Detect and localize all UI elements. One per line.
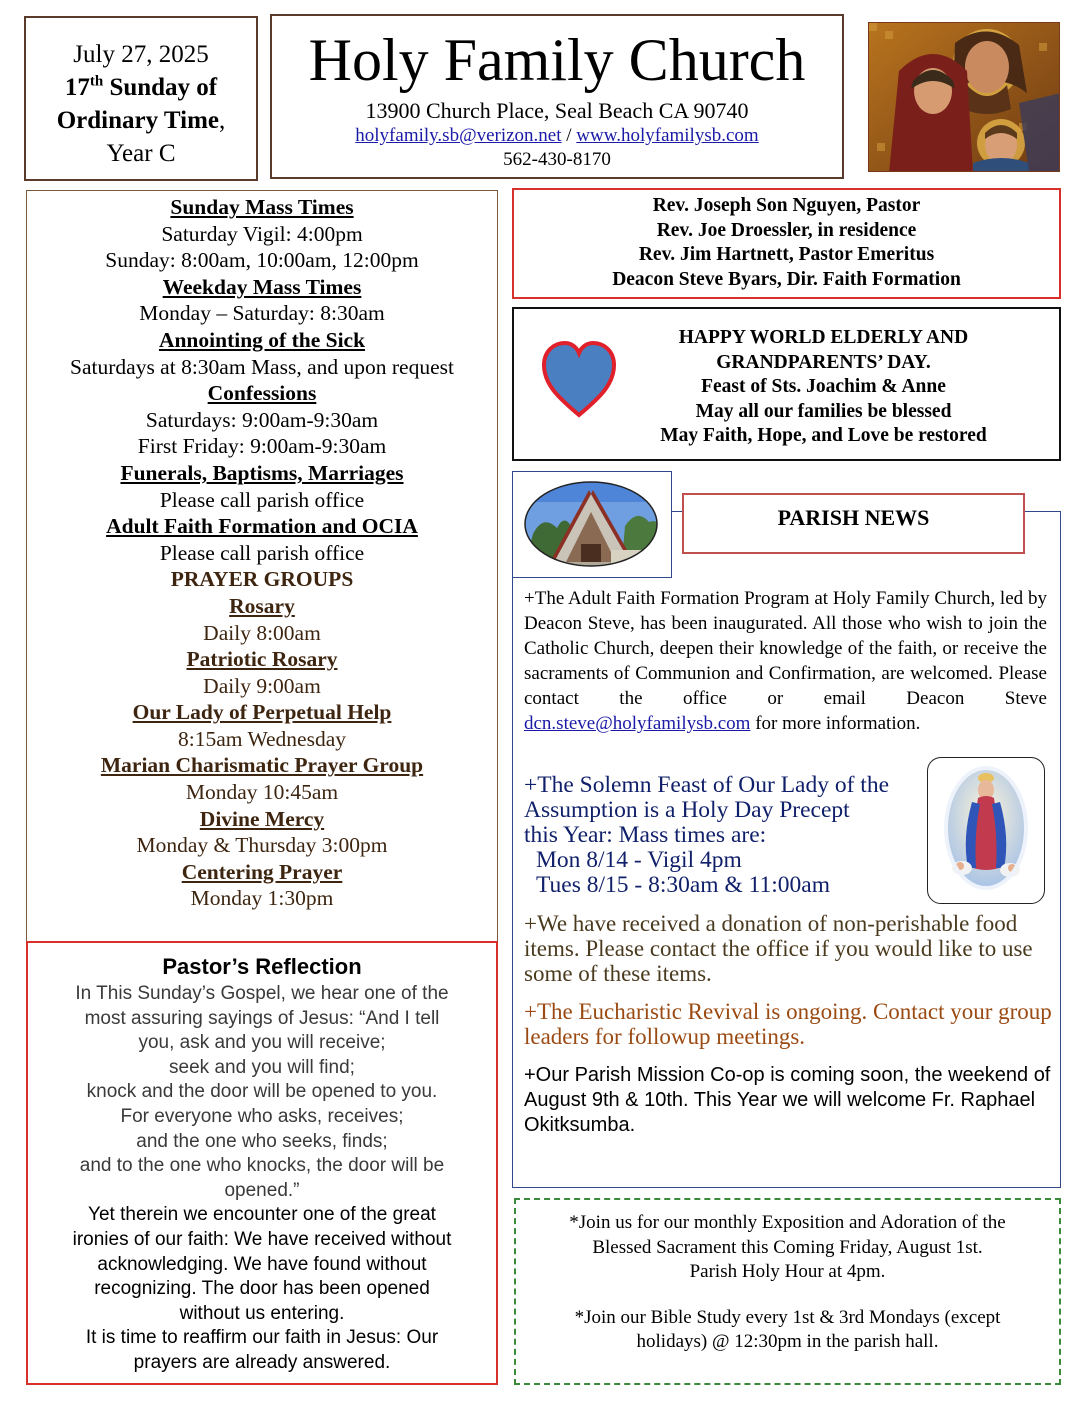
clergy-member: Rev. Jim Hartnett, Pastor Emeritus [638,244,935,265]
mass-times-line: PRAYER GROUPS [170,567,354,592]
church-photo [512,471,672,578]
mass-times-line: Funerals, Baptisms, Marriages [120,460,404,485]
news-item-mission-coop: +Our Parish Mission Co-op is coming soon, the weekend of August 9th & 10th. This Year we will welcome Fr. Raphael Okitksumba. [524,1064,1051,1136]
reflection-line: recognizing. The door has been opened [94,1278,430,1300]
mass-times-line: Please call parish office [159,487,365,512]
mass-times-line: Divine Mercy [199,806,325,831]
reflection-title: Pastor’s Reflection [162,954,362,979]
reflection-line: most assuring sayings of Jesus: “And I tell [84,1007,440,1029]
reflection-line: acknowledging. We have found without [97,1253,427,1275]
mass-times-line: Marian Charismatic Prayer Group [100,753,424,778]
reflection-line: Yet therein we encounter one of the great [88,1204,436,1226]
mass-times-line: Saturday Vigil: 4:00pm [161,221,363,246]
ordinal-suffix: th [89,73,104,90]
mass-times-line: Adult Faith Formation and OCIA [106,514,418,539]
mass-times-line: Sunday Mass Times [170,195,354,219]
clergy-list [514,194,1059,292]
grandparents-line: May Faith, Hope, and Love be restored [660,425,987,446]
mass-times-line: Monday 1:30pm [190,886,334,911]
assumption-line: this Year: Mass times are: [524,822,767,848]
mass-times-line: Monday & Thursday 3:00pm [136,833,388,858]
church-phone: 562-430-8170 [503,149,611,170]
reflection-line: knock and the door will be opened to you. [86,1081,438,1103]
holy-family-icon-image [868,22,1060,172]
reflection-line: and to the one who knocks, the door will be [79,1155,445,1177]
mass-times-line: Our Lady of Perpetual Help [132,700,392,725]
bible-study-line: holidays) @ 12:30pm in the parish hall. [636,1331,939,1352]
parish-news-title: PARISH NEWS [682,493,1025,554]
assumption-time: Mon 8/14 - Vigil 4pm [536,847,742,873]
assumption-text [524,773,924,848]
adoration-line: Parish Holy Hour at 4pm. [689,1261,886,1282]
bulletin-date: July 27, 2025 [73,41,209,68]
mass-times-line: Centering Prayer [181,859,343,884]
mass-times-line: Monday 10:45am [185,780,339,805]
mass-times-line: Sunday: 8:00am, 10:00am, 12:00pm [105,248,419,273]
date-box [24,16,258,181]
assumption-line: Assumption is a Holy Day Precept [524,797,850,823]
liturgical-year: Year C [106,140,176,167]
reflection-text [36,982,488,1376]
contact-line [272,124,842,148]
adoration-text [526,1211,1049,1285]
grandparents-line: May all our families be blessed [695,400,952,422]
grandparents-day-text [594,326,1053,449]
reflection-line: ironies of our faith: We have received without [72,1228,452,1250]
mass-times-line: First Friday: 9:00am-9:30am [137,434,387,459]
mass-times-line: Rosary [229,593,295,618]
reflection-line: It is time to reaffirm our faith in Jesus: Our [85,1327,439,1349]
mass-times-line: 8:15am Wednesday [177,726,347,751]
clergy-member: Rev. Joseph Son Nguyen, Pastor [652,195,921,216]
reflection-line: and the one who seeks, finds; [136,1130,388,1152]
grandparents-line: Feast of Sts. Joachim & Anne [701,376,946,397]
grandparents-line: HAPPY WORLD ELDERLY AND [678,327,969,348]
reflection-line: you, ask and you will receive; [138,1032,386,1054]
mass-times-line: Annointing of the Sick [158,327,366,352]
bible-study-line: *Join our Bible Study every 1st & 3rd Mondays (except [574,1306,1001,1328]
mass-times-line: Saturdays at 8:30am Mass, and upon request [70,354,454,379]
clergy-member: Deacon Steve Byars, Dir. Faith Formation [612,268,961,290]
website-link[interactable]: www.holyfamilysb.com [576,125,759,146]
news-item-assumption [524,773,924,898]
email-link[interactable]: holyfamily.sb@verizon.net [355,125,562,146]
mass-times-line: Daily 9:00am [203,673,321,698]
church-address: 13900 Church Place, Seal Beach CA 90740 [365,98,749,123]
reflection-line: In This Sunday’s Gospel, we hear one of the [75,983,449,1004]
adoration-line: *Join us for our monthly Exposition and Adoration of the [569,1212,1006,1233]
ordinary-time-line [26,104,256,137]
pastor-reflection-box [26,941,498,1385]
reflection-line: without us entering. [179,1302,345,1324]
bible-study-text [526,1306,1049,1355]
adoration-line: Blessed Sacrament this Coming Friday, August 1st. [592,1236,983,1258]
contact-separator: / [561,125,577,146]
news-item-1-text-end: for more information. [750,713,921,734]
clergy-member: Rev. Joe Droessler, in residence [656,219,917,241]
grandparents-day-box [512,307,1061,461]
mass-times-line: Weekday Mass Times [162,274,362,299]
mass-times-line: Confessions [207,381,317,406]
reflection-line: opened.” [224,1179,300,1201]
mass-times-box [26,190,498,942]
liturgical-week [26,71,256,104]
ordinary-time-comma: , [219,107,226,134]
reflection-line: For everyone who asks, receives; [120,1105,404,1127]
ordinary-time-label: Ordinary Time [56,107,220,134]
clergy-box [512,188,1061,299]
sunday-of-label: Sunday of [109,74,218,101]
mass-times-line: Saturdays: 9:00am-9:30am [145,407,379,432]
news-item-faith-formation [524,586,1047,736]
mass-times-line: Daily 8:00am [203,620,321,645]
mass-times-line: Patriotic Rosary [186,647,338,672]
mass-times-line: Monday – Saturday: 8:30am [139,301,385,326]
assumption-time: Tues 8/15 - 8:30am & 11:00am [536,872,830,898]
mass-times-line: Please call parish office [159,540,365,565]
church-name: Holy Family Church [308,27,806,93]
mass-times-list [27,194,497,912]
adoration-box [514,1198,1061,1385]
news-item-eucharistic-revival: +The Eucharistic Revival is ongoing. Contact your group leaders for followup meetings. [524,999,1052,1049]
assumption-mass-times [524,848,924,898]
grandparents-line: GRANDPARENTS’ DAY. [716,351,931,373]
assumption-image [927,757,1045,904]
assumption-line: +The Solemn Feast of Our Lady of the [524,772,890,798]
reflection-line: seek and you will find; [169,1056,355,1078]
news-item-food-donation: +We have received a donation of non-perishable food items. Please contact the office if you would like to use some of these items. [524,911,1033,986]
church-header [270,14,844,179]
reflection-line: prayers are already answered. [133,1351,391,1373]
news-item-1-text: +The Adult Faith Formation Program at Holy Family Church, led by Deacon Steve, has been inaugurated. All those who wish to join the Catholic Church, deepen their knowledge of the faith, or receive the sacraments of Communion and Confirmation, are welcomed. Please contact the office or email Deacon Steve [524,588,1047,709]
ordinal-number: 17 [64,74,90,101]
deacon-email-link[interactable]: dcn.steve@holyfamilysb.com [524,713,751,734]
